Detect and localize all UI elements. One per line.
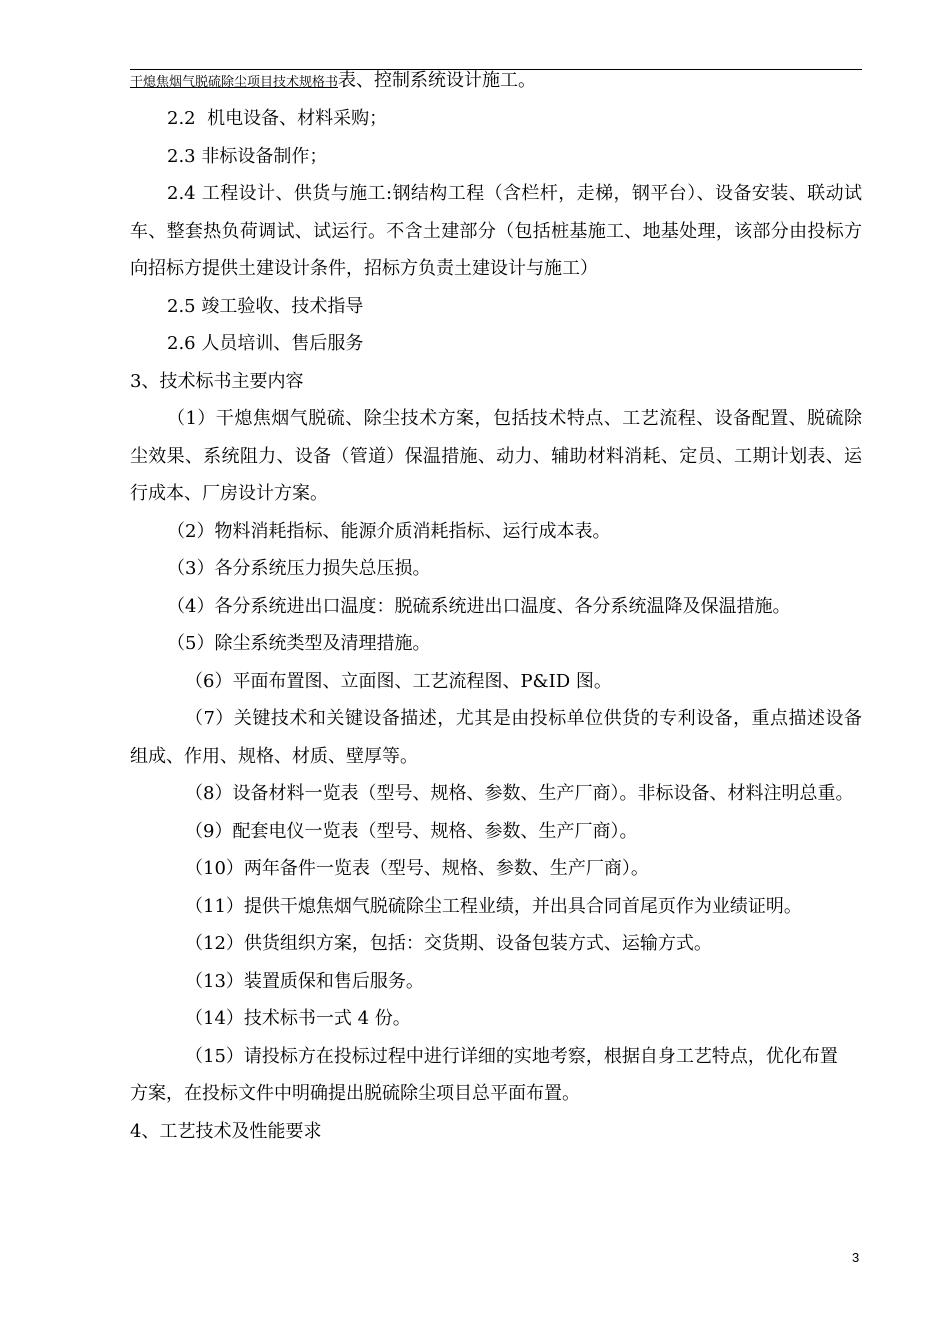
item-1: （1）干熄焦烟气脱硫、除尘技术方案，包括技术特点、工艺流程、设备配置、脱硫除尘效果、系统阻力、设备（管道）保温措施、动力、辅助材料消耗、定员、工期计划表、运行成本、厂房设计方案。 bbox=[130, 408, 862, 504]
section-2-4: 2.4 工程设计、供货与施工:钢结构工程（含栏杆，走梯，钢平台）、设备安装、联动试车、整套热负荷调试、试运行。不含土建部分（包括桩基施工、地基处理，该部分由投标方向招标方提供土建设计条件，招标方负责土建设计与施工） bbox=[130, 183, 862, 279]
item-3: （3）各分系统压力损失总压损。 bbox=[167, 558, 431, 579]
document-body bbox=[130, 100, 862, 1150]
item-4: （4）各分系统进出口温度：脱硫系统进出口温度、各分系统温降及保温措施。 bbox=[167, 595, 791, 617]
section-3-heading: 3、技术标书主要内容 bbox=[130, 370, 304, 392]
item-14: （14）技术标书一式 4 份。 bbox=[185, 1008, 411, 1029]
item-6: （6）平面布置图、立面图、工艺流程图、P&ID 图。 bbox=[185, 670, 612, 692]
item-15-continued: 方案，在投标文件中明确提出脱硫除尘项目总平面布置。 bbox=[130, 1083, 580, 1104]
item-13: （13）装置质保和售后服务。 bbox=[185, 970, 424, 992]
item-7: （7）关键技术和关键设备描述，尤其是由投标单位供货的专利设备，重点描述设备组成、作用、规格、材质、壁厚等。 bbox=[130, 708, 862, 767]
continued-text: 表、控制系统设计施工。 bbox=[338, 70, 537, 91]
item-5: （5）除尘系统类型及清理措施。 bbox=[167, 633, 431, 654]
section-2-6: 2.6 人员培训、售后服务 bbox=[167, 333, 364, 354]
page-number: 3 bbox=[852, 1250, 860, 1265]
item-15: （15）请投标方在投标过程中进行详细的实地考察，根据自身工艺特点，优化布置 bbox=[185, 1045, 838, 1067]
item-10: （10）两年备件一览表（型号、规格、参数、生产厂商）。 bbox=[185, 858, 649, 879]
item-9: （9）配套电仪一览表（型号、规格、参数、生产厂商）。 bbox=[185, 820, 638, 842]
header-title: 干熄焦烟气脱硫除尘项目技术规格书 bbox=[130, 75, 339, 90]
header-row bbox=[130, 70, 870, 94]
section-2-2: 2.2 机电设备、材料采购； bbox=[167, 108, 388, 129]
section-2-5: 2.5 竣工验收、技术指导 bbox=[167, 295, 364, 317]
item-8: （8）设备材料一览表（型号、规格、参数、生产厂商）。非标设备、材料注明总重。 bbox=[185, 783, 854, 804]
item-11: （11）提供干熄焦烟气脱硫除尘工程业绩，并出具合同首尾页作为业绩证明。 bbox=[185, 895, 802, 917]
item-12: （12）供货组织方案，包括：交货期、设备包装方式、运输方式。 bbox=[185, 933, 712, 954]
section-4-heading: 4、工艺技术及性能要求 bbox=[130, 1120, 322, 1142]
section-2-3: 2.3 非标设备制作； bbox=[167, 145, 328, 167]
item-2: （2）物料消耗指标、能源介质消耗指标、运行成本表。 bbox=[167, 520, 611, 542]
